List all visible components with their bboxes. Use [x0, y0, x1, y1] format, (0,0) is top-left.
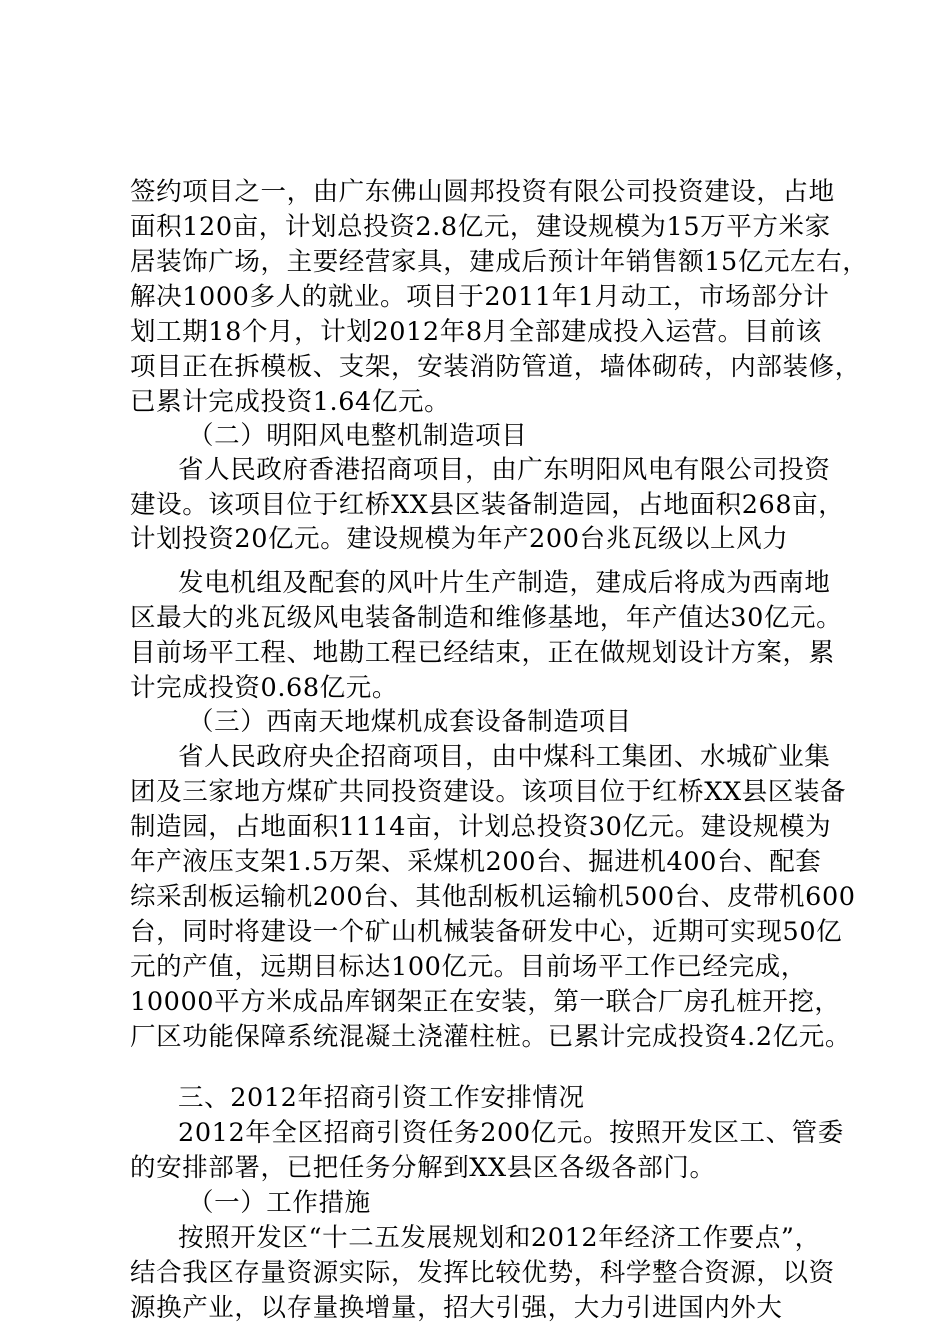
paragraph-line: 面积120亩，计划总投资2.8亿元，建设规模为15万平方米家 [130, 212, 831, 242]
section-heading: 三、2012年招商引资工作安排情况 [178, 1083, 585, 1113]
section-heading: （一）工作措施 [188, 1188, 371, 1218]
paragraph-line: 计完成投资0.68亿元。 [130, 673, 398, 703]
paragraph-line: 划工期18个月，计划2012年8月全部建成投入运营。目前该 [130, 317, 822, 347]
paragraph-line: 项目正在拆模板、支架，安装消防管道，墙体砌砖，内部装修， [130, 352, 861, 382]
paragraph-line: 区最大的兆瓦级风电装备制造和维修基地，年产值达30亿元。 [130, 603, 843, 633]
paragraph-line: 按照开发区“十二五发展规划和2012年经济工作要点”， [178, 1223, 821, 1253]
paragraph-line: 2012年全区招商引资任务200亿元。按照开发区工、管委 [178, 1118, 844, 1148]
paragraph-line: 年产液压支架1.5万架、采煤机200台、掘进机400台、配套 [130, 847, 822, 877]
paragraph-line: 制造园，占地面积1114亩，计划总投资30亿元。建设规模为 [130, 812, 832, 842]
paragraph-line: 解决1000多人的就业。项目于2011年1月动工，市场部分计 [130, 282, 830, 312]
paragraph-line: 结合我区存量资源实际，发挥比较优势，科学整合资源，以资 [130, 1258, 835, 1288]
paragraph-line: 省人民政府央企招商项目，由中煤科工集团、水城矿业集 [178, 742, 831, 772]
paragraph-line: 签约项目之一，由广东佛山圆邦投资有限公司投资建设，占地 [130, 177, 835, 207]
paragraph-line: 台，同时将建设一个矿山机械装备研发中心，近期可实现50亿 [130, 917, 843, 947]
paragraph-line: 计划投资20亿元。建设规模为年产200台兆瓦级以上风力 [130, 524, 789, 554]
paragraph-line: 的安排部署，已把任务分解到XX县区各级各部门。 [130, 1153, 716, 1183]
paragraph-line: 元的产值，远期目标达100亿元。目前场平工作已经完成， [130, 952, 807, 982]
paragraph-line: 10000平方米成品库钢架正在安装，第一联合厂房孔桩开挖， [130, 987, 841, 1017]
paragraph-line: 省人民政府香港招商项目，由广东明阳风电有限公司投资 [178, 455, 831, 485]
paragraph-line: 综采刮板运输机200台、其他刮板机运输机500台、皮带机600 [130, 882, 856, 912]
paragraph-line: 团及三家地方煤矿共同投资建设。该项目位于红桥XX县区装备 [130, 777, 847, 807]
paragraph-line: 源换产业，以存量换增量，招大引强，大力引进国内外大 [130, 1293, 783, 1323]
paragraph-line: 目前场平工程、地勘工程已经结束，正在做规划设计方案，累 [130, 638, 835, 668]
paragraph-line: 已累计完成投资1.64亿元。 [130, 387, 451, 417]
paragraph-line: 厂区功能保障系统混凝土浇灌柱桩。已累计完成投资4.2亿元。 [130, 1022, 851, 1052]
paragraph-line: 建设。该项目位于红桥XX县区装备制造园，占地面积268亩， [130, 490, 845, 520]
paragraph-line: 居装饰广场，主要经营家具，建成后预计年销售额15亿元左右， [130, 247, 869, 277]
section-heading: （三）西南天地煤机成套设备制造项目 [188, 707, 632, 737]
paragraph-line: 发电机组及配套的风叶片生产制造，建成后将成为西南地 [178, 568, 831, 598]
section-heading: （二）明阳风电整机制造项目 [188, 421, 528, 451]
